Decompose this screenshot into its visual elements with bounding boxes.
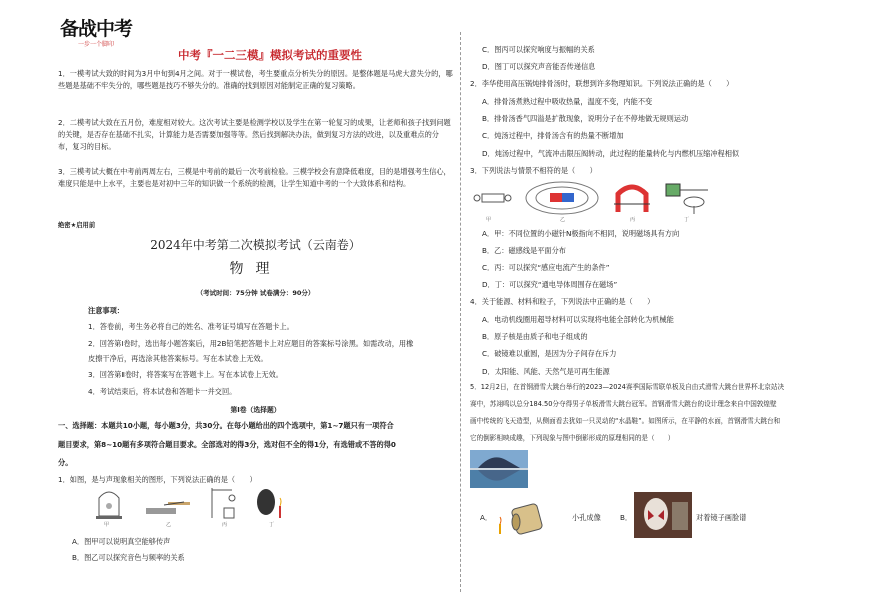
- q5-option-b-letter: B．: [620, 513, 633, 522]
- section-1-title: 第Ⅰ卷（选择题）: [230, 406, 281, 414]
- q2-stem: 2．李华使用高压锅炖排骨汤时，联想到许多物理知识。下列说法正确的是（ ）: [470, 79, 734, 88]
- q3-fig-label-2: 乙: [560, 217, 566, 223]
- q1-fig-label-2: 乙: [166, 522, 172, 528]
- q2-option-c: C．炖汤过程中，排骨汤含有的热量不断增加: [482, 131, 624, 140]
- note-2-cont: 皮擦干净后，再选涂其他答案标号。写在本试卷上无效。: [88, 354, 268, 363]
- header-title: 中考『一二三模』模拟考试的重要性: [178, 48, 362, 62]
- q4-option-a: A．电动机线圈用超导材料可以实现将电能全部转化为机械能: [482, 315, 674, 324]
- column-divider: [460, 32, 461, 592]
- q3-fig-label-3: 丙: [630, 217, 636, 223]
- secret-mark: 绝密★启用前: [58, 222, 96, 229]
- section-1-desc-line-1: 一、选择题：本题共10小题，每小题3分，共30分。在每小题给出的四个选项中，第1~7题只有一项符合: [58, 421, 394, 430]
- q3-stem: 3．下列说法与情景不相符的是（ ）: [470, 166, 597, 175]
- pinhole-camera-figure: [496, 494, 560, 538]
- bell-jar-figure: [94, 486, 124, 520]
- q1-fig-label-3: 丙: [222, 522, 228, 528]
- subject-title: 物理: [229, 261, 282, 277]
- field-lines-figure: [522, 178, 602, 218]
- current-wire-figure: [662, 180, 712, 216]
- q3-option-b: B．乙：磁感线是平面分布: [482, 246, 566, 255]
- note-3: 3．回答第Ⅱ卷时，将答案写在答题卡上。写在本试卷上无效。: [88, 370, 283, 379]
- q1-stem: 1．如图，是与声现象相关的图形，下列说法正确的是（ ）: [58, 475, 257, 484]
- note-1: 1．答卷前，考生务必将自己的姓名、准考证号填写在答题卡上。: [88, 322, 294, 331]
- mirror-face-painting-photo: [634, 492, 692, 538]
- q1-option-c: C．图丙可以探究响度与振幅的关系: [482, 45, 595, 54]
- q1-option-d: D．图丁可以探究声音能否传递信息: [482, 62, 596, 71]
- note-4: 4．考试结束后，将本试卷和答题卡一并交回。: [88, 387, 237, 396]
- q3-figures: [472, 178, 722, 224]
- logo-subtext: 一步一个脚印: [78, 41, 115, 48]
- exam-time-info: （考试时间：75分钟 试卷满分：90分）: [196, 289, 315, 297]
- q5-option-b-text: 对着镜子画脸谱: [696, 513, 747, 522]
- q5-stem-line-4: 它的倒影相映成趣，下列现象与图中倒影形成的原理相同的是（ ）: [470, 434, 675, 442]
- note-2: 2．回答第Ⅰ卷时，选出每小题答案后，用2B铅笔把答题卡上对应题目的答案标号涂黑。如需改动，用橡: [88, 339, 414, 348]
- q5-option-a-letter: A．: [480, 513, 493, 522]
- q1-option-a: A．图甲可以说明真空能够传声: [72, 537, 171, 546]
- q1-figures: [94, 486, 334, 526]
- intro-paragraph-1: 1．一模考试大致的时间为3月中旬到4月之间。对于一模试卷，考生要重点分析失分的原因。是整体题是马虎大意失分的，哪些题是基础不牢失分的，哪些题是技巧不够失分的。准确的找到原因对能制定正确的复习策略。: [58, 69, 453, 91]
- q5-stem-line-2: 赛中，苏翊鸣以总分184.50分夺得男子单板滑雪大跳台冠军。首钢滑雪大跳台的设计理念来自中国敦煌壁: [470, 400, 777, 408]
- q3-fig-label-1: 甲: [486, 217, 492, 223]
- q5-stem-line-1: 5．12月2日，在首钢滑雪大跳台举行的2023—2024赛季国际雪联单板及自由式滑雪大跳台世界杯北京站决: [470, 383, 785, 391]
- q4-option-b: B．原子核是由质子和电子组成的: [482, 332, 588, 341]
- compass-magnet-figure: [472, 184, 512, 212]
- section-1-desc-line-2: 题目要求，第8~10题有多项符合题目要求。全部选对的得3分，选对但不全的得1分，有选错或不答的得0: [58, 440, 396, 449]
- notes-title: 注意事项：: [88, 306, 124, 315]
- q1-fig-label-4: 丁: [269, 522, 275, 528]
- q1-fig-label-1: 甲: [104, 522, 110, 528]
- intro-paragraph-2: 2．二模考试大致在五月份，难度相对较大。这次考试主要是检测学校以及学生在第一轮复习的成果，让老师和孩子找到问题的关键，是否存在基础不扎实，计算能力是否需要加强等等。然后找到解决办法，做到复习方法的改进，以及重难点的分布，复习的目标。: [58, 118, 451, 152]
- q2-option-a: A．排骨汤煮熟过程中吸收热量，温度不变，内能不变: [482, 97, 653, 106]
- logo-text: 备战中考: [60, 18, 133, 40]
- speaker-candle-figure: [254, 486, 294, 520]
- section-1-desc-line-3: 分。: [58, 458, 73, 467]
- brand-logo: [60, 14, 142, 54]
- exam-title: 2024年中考第二次模拟考试（云南卷）: [150, 238, 361, 252]
- q4-option-d: D．太阳能、风能、天然气是可再生能源: [482, 367, 610, 376]
- q4-stem: 4．关于能源、材料和粒子，下列说法中正确的是（ ）: [470, 297, 655, 306]
- q5-option-a-text: 小孔成像: [572, 513, 601, 522]
- q5-stem-line-3: 画中传统的飞天造型，从侧面看去犹如一只灵动的“水晶鞋”。如图所示，在平静的水面，首钢滑雪大跳台和: [470, 417, 781, 425]
- q3-option-a: A．甲：不同位置的小磁针N极指向不相同，说明磁场具有方向: [482, 229, 680, 238]
- ruler-figure: [144, 494, 194, 520]
- q2-option-b: B．排骨汤香气四溢是扩散现象，说明分子在不停地做无规则运动: [482, 114, 689, 123]
- horseshoe-magnet-figure: [612, 182, 652, 216]
- q1-option-b: B．图乙可以探究音色与频率的关系: [72, 553, 185, 562]
- q3-option-c: C．丙：可以探究“感应电流产生的条件”: [482, 263, 610, 272]
- q2-option-d: D．炖汤过程中，气流冲击限压阀转动，此过程的能量转化与内燃机压缩冲程相似: [482, 149, 740, 158]
- q3-fig-label-4: 丁: [684, 217, 690, 223]
- tuning-fork-figure: [204, 486, 244, 520]
- q3-option-d: D．丁：可以探究“通电导体周围存在磁场”: [482, 280, 618, 289]
- q4-option-c: C．破镜难以重圆，是因为分子间存在斥力: [482, 349, 617, 358]
- intro-paragraph-3: 3．三模考试大概在中考前两周左右，三模是中考前的最后一次考前检验。三模学校会有意降低难度，目的是增强考生信心，难度只能是中上水平，主要也是对初中三年的知识做一个系统的检测，让学生知道中考的一个大致体系和结构。: [58, 167, 451, 189]
- ski-jump-reflection-photo: [470, 450, 528, 488]
